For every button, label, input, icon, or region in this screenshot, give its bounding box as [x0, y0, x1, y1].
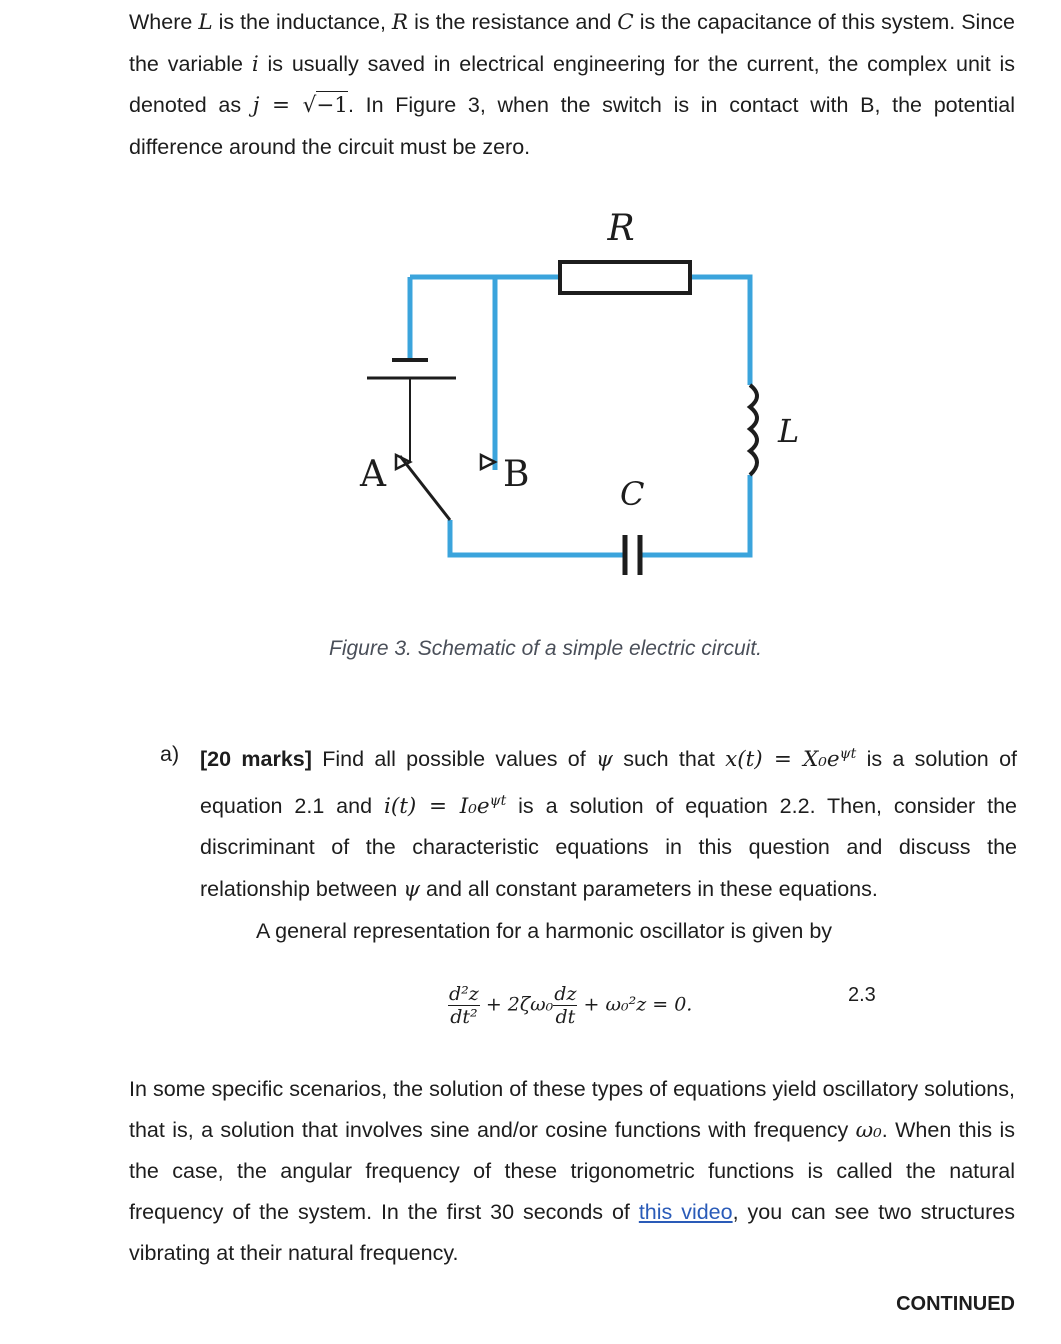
stiffness-term: + ω₀²z = 0. [577, 993, 693, 1016]
switch [396, 455, 495, 520]
question-label: a) [160, 742, 180, 766]
figure-caption: Figure 3. Schematic of a simple electric circuit. [329, 637, 762, 660]
circuit-diagram [340, 190, 840, 610]
continued-label: CONTINUED [896, 1293, 1015, 1315]
equation-number: 2.3 [848, 984, 876, 1006]
general-statement: A general representation for a harmonic oscillator is given by [256, 919, 833, 943]
question-body: [20 marks] Find all possible values of ψ such that $x(t) = X_0e^{\psi t}$ is a solution of equation 2.1 and $i(t) = I_0e^{\psi t}$ is a solution of equation 2.2. Then, consider the discriminant of the characteristic equations in this question and discuss the relationship between ψ and all constant parameters in these equations. [200, 746, 1018, 902]
sqrt-radicand: −1 [316, 93, 348, 118]
label-R: R [607, 208, 635, 249]
video-link[interactable]: this video [638, 1200, 733, 1224]
damping-term: + 2ζω₀ [479, 993, 554, 1016]
label-A: A [360, 454, 386, 495]
circuit-wires [410, 277, 750, 555]
marks: [20 marks] [200, 747, 312, 772]
question-a [160, 734, 1017, 910]
capacitor [625, 535, 640, 575]
complex-unit-eq: j = √ [252, 93, 317, 118]
second-derivative: $\frac{\text{d²z}}{\text{dt²}}$ [449, 983, 479, 1028]
intro-paragraph: Where L is the inductance, R is the resistance and C is the capacitance of this system. Since the variable i is usually saved in electrical engineering for the current, the complex unit is denoted as j = √−1. In Figure 3, when the switch is in contact with B, the potential difference around the circuit must be zero. [129, 10, 1015, 159]
first-derivative: $\frac{dz}{dt}$ [554, 983, 577, 1028]
label-C: C [620, 475, 645, 513]
inductor-coil [750, 385, 757, 475]
label-B: B [503, 454, 530, 495]
closing-paragraph: In some specific scenarios, the solution of these types of equations yield oscillatory solutions, that is, a solution that involves sine and/or cosine functions with frequency ω₀. When this is the case, the angular frequency of these trigonometric functions is called the natural frequency of the system. In the first 30 seconds of this video, you can see two structures vibrating at their natural frequency. [129, 1077, 1016, 1265]
equation-2-3 [448, 983, 692, 1028]
label-L: L [778, 412, 800, 450]
resistor [560, 262, 690, 293]
battery [367, 360, 456, 462]
